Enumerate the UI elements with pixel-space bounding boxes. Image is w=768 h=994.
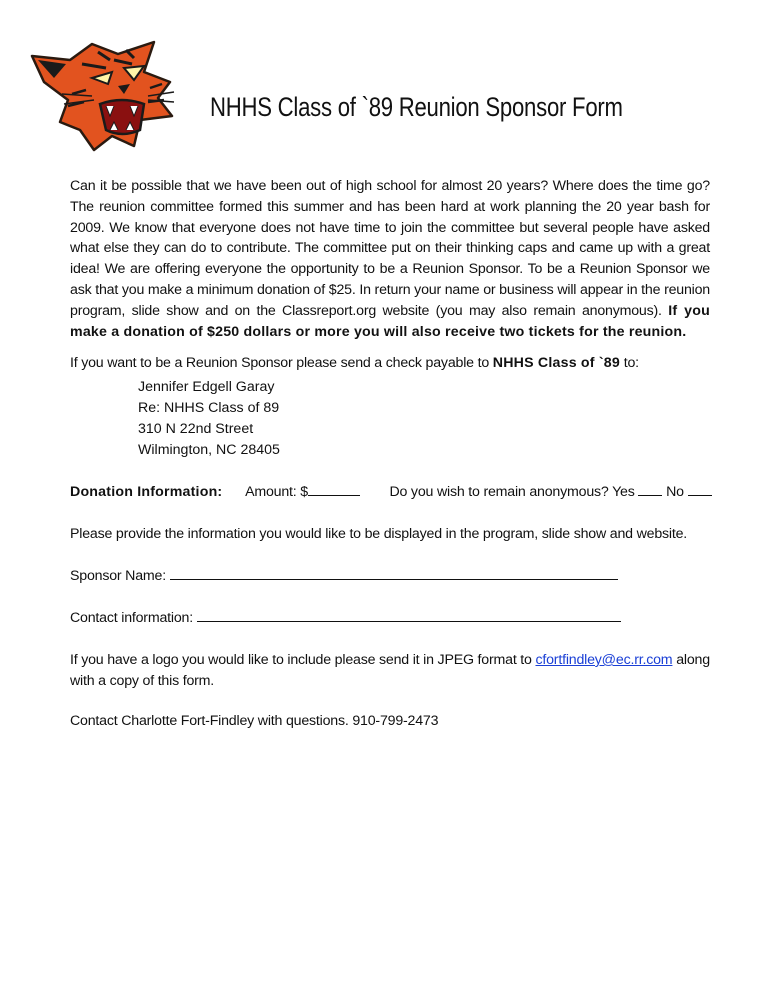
email-link[interactable]: cfortfindley@ec.rr.com — [535, 652, 673, 668]
address-line: Wilmington, NC 28405 — [138, 442, 280, 458]
logo-text-before: If you have a logo you would like to include please send it in JPEG format to — [70, 652, 532, 668]
amount-label: Amount: $ — [245, 484, 308, 500]
contact-line: Contact Charlotte Fort-Findley with questions. 910-799-2473 — [70, 713, 439, 729]
payment-text-after: to: — [623, 355, 639, 371]
yes-label: Yes — [612, 484, 635, 500]
sponsor-name-label: Sponsor Name: — [70, 568, 166, 584]
donation-heading: Donation Information: — [70, 484, 223, 500]
contact-info-blank[interactable] — [197, 609, 621, 622]
display-info-paragraph: Please provide the information you would like to be displayed in the program, slide show and website. — [70, 526, 688, 542]
yes-blank[interactable] — [638, 483, 662, 496]
intro-text: Can it be possible that we have been out of high school for almost 20 years? Where does the time go? The reunion committee formed this summer and has been hard at work planning the 20 year bash for 2009. We know that everyone does not have time to join the committee but several people have asked what else they can do to contribute. The committee put on their thinking caps and came up with a great idea! We are offering everyone the opportunity to be a Reunion Sponsor. To be a Reunion Sponsor we ask that you make a minimum donation of $25. In return your name or business will appear in the reunion program, slide show and on the Classreport.org website (you may also remain anonymous). — [70, 178, 710, 319]
no-label: No — [666, 484, 684, 500]
page-title: NHHS Class of `89 Reunion Sponsor Form — [210, 92, 623, 122]
payment-instructions — [70, 353, 710, 374]
mailing-address — [138, 377, 280, 461]
address-line: Re: NHHS Class of 89 — [138, 400, 280, 416]
address-line: Jennifer Edgell Garay — [138, 379, 275, 395]
payment-text-before: If you want to be a Reunion Sponsor please send a check payable to — [70, 355, 490, 371]
logo-instructions — [70, 650, 710, 692]
address-line: 310 N 22nd Street — [138, 421, 254, 437]
intro-bold-text: If you make a donation of $250 dollars or more you will also receive two tickets for the reunion. — [70, 302, 710, 340]
contact-info-label: Contact information: — [70, 610, 193, 626]
payment-payee: NHHS Class of `89 — [492, 355, 620, 371]
donation-information — [70, 482, 710, 503]
sponsor-name-field — [70, 566, 710, 587]
anonymous-question: Do you wish to remain anonymous? — [389, 484, 609, 500]
contact-information-field — [70, 608, 710, 629]
amount-blank[interactable] — [308, 483, 360, 496]
sponsor-name-blank[interactable] — [170, 567, 618, 580]
no-blank[interactable] — [688, 483, 712, 496]
logo-text-after: along with a copy of this form. — [70, 652, 710, 689]
intro-paragraph — [70, 176, 710, 342]
wildcat-mascot-icon — [22, 38, 182, 153]
